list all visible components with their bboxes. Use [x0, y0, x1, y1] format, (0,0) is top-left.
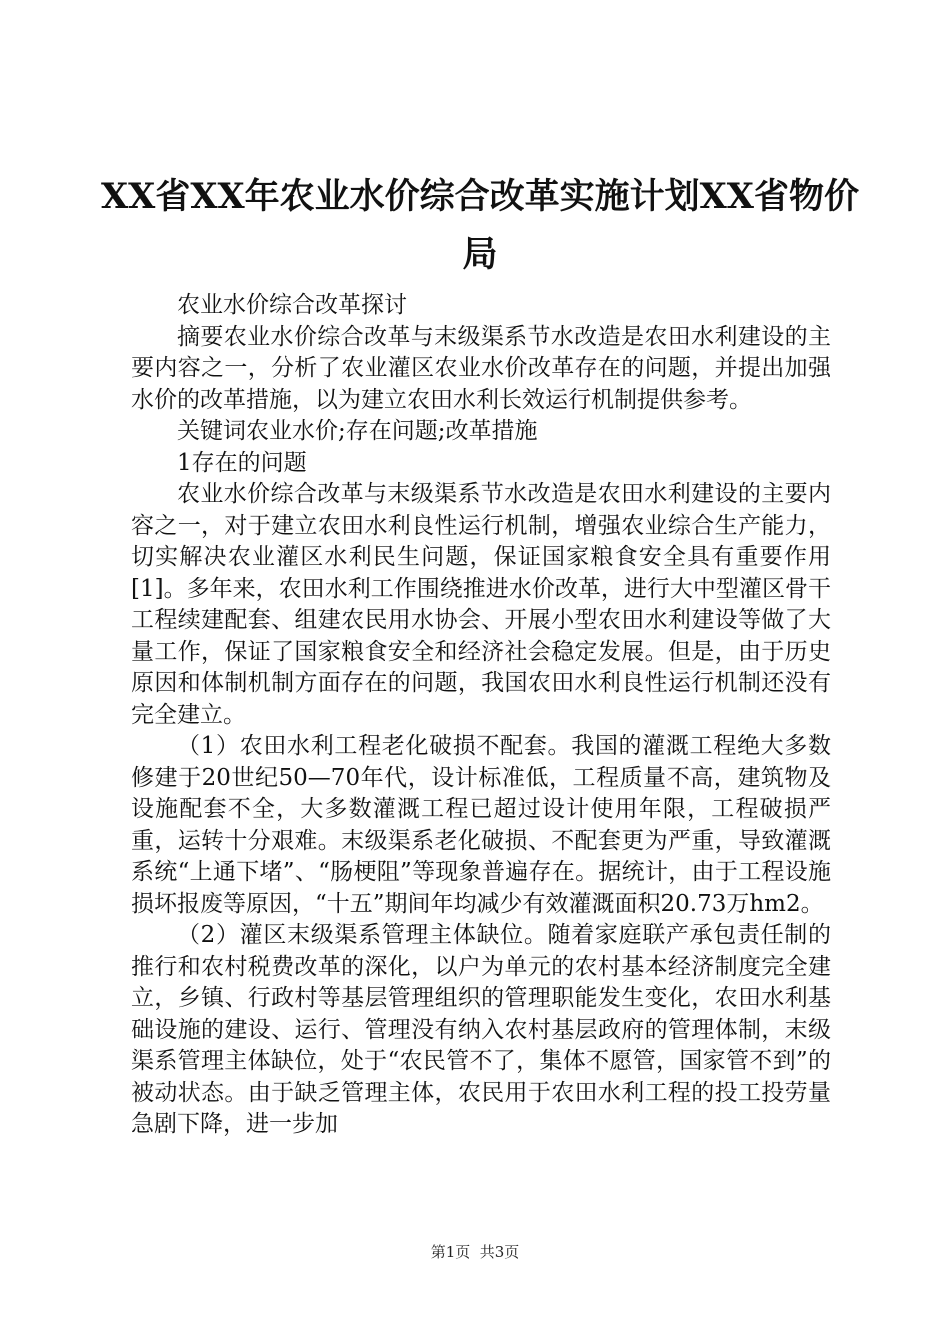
section-heading: 1存在的问题 — [177, 449, 307, 476]
paragraph-intro: 农业水价综合改革与末级渠系节水改造是农田水利建设的主要内容之一，对于建立农田水利良性运行机制，增强农业综合生产能力，切实解决农业灌区水利民生问题，保证国家粮食安全具有重要作用[1]。多年来，农田水利工作围绕推进水价改革，进行大中型灌区骨干工程续建配套、组建农民用水协会、开展小型农田水利建设等做了大量工作，保证了国家粮食安全和经济社会稳定发展。但是，由于历史原因和体制机制方面存在的问题，我国农田水利良性运行机制还没有完全建立。 — [131, 481, 831, 728]
paragraph-subtitle: 农业水价综合改革探讨 — [177, 292, 407, 318]
paragraph-point-1: （1）农田水利工程老化破损不配套。我国的灌溉工程绝大多数修建于20世纪50—70年代，设计标准低，工程质量不高，建筑物及设施配套不全，大多数灌溉工程已超过设计使用年限，工程破损严重，运转十分艰难。末级渠系老化破损、不配套更为严重，导致灌溉系统“上通下堵”、“肠梗阻”等现象普遍存在。据统计，由于工程设施损坏报废等原因，“十五”期间年均减少有效灌溉面积20.73万hm2。 — [131, 733, 831, 917]
document-body — [131, 290, 831, 1141]
document-title: XX省XX年农业水价综合改革实施计划XX省物价局 — [101, 176, 859, 275]
page-footer — [0, 1242, 950, 1262]
paragraph-keywords: 关键词农业水价;存在问题;改革措施 — [177, 418, 538, 444]
paragraph-abstract: 摘要农业水价综合改革与末级渠系节水改造是农田水利建设的主要内容之一，分析了农业灌区农业水价改革存在的问题，并提出加强水价的改革措施，以为建立农田水利长效运行机制提供参考。 — [131, 323, 831, 413]
page-number: 第1页 共3页 — [430, 1243, 520, 1261]
paragraph-point-2: （2）灌区末级渠系管理主体缺位。随着家庭联产承包责任制的推行和农村税费改革的深化，以户为单元的农村基本经济制度完全建立，乡镇、行政村等基层管理组织的管理职能发生变化，农田水利基础设施的建设、运行、管理没有纳入农村基层政府的管理体制，末级渠系管理主体缺位，处于“农民管不了，集体不愿管，国家管不到”的被动状态。由于缺乏管理主体，农民用于农田水利工程的投工投劳量急剧下降，进一步加 — [131, 922, 831, 1137]
